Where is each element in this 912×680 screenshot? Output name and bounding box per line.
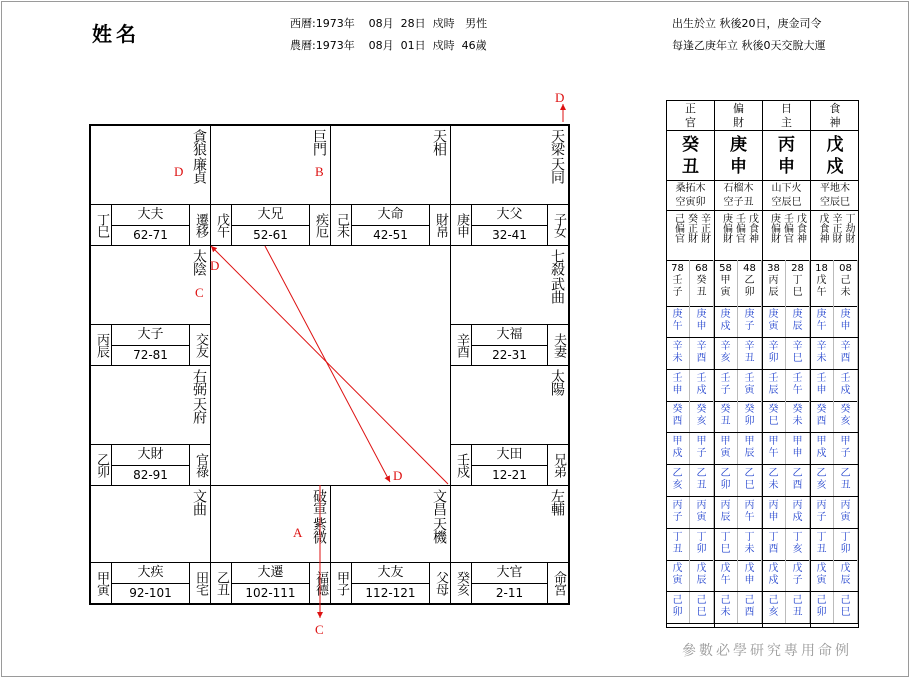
- birth-note: 出生於立 秋後20日，庚金司令: [672, 17, 822, 30]
- decade-name: 大夫: [111, 205, 190, 226]
- palace-stars: 天府 右弼: [191, 369, 207, 423]
- year-cell: 癸 卯: [738, 401, 762, 432]
- decade-range: 2-11: [495, 586, 524, 600]
- year-cell: 戊 申: [738, 560, 762, 591]
- year-cell: 丙 辰: [714, 497, 738, 528]
- year-cell: 丁 丑: [666, 529, 690, 560]
- decade-name: 大官: [471, 563, 548, 584]
- palace-name: 夫妻: [547, 325, 568, 365]
- palace-name: 交友: [189, 325, 210, 365]
- year-cell: 己 酉: [738, 592, 762, 623]
- decade-range: 112-121: [365, 586, 416, 600]
- year-cell: 戊 寅: [666, 560, 690, 591]
- year-cell: 甲 戍: [666, 433, 690, 464]
- year-cell: 辛 酉: [834, 338, 858, 369]
- year-cell: 甲 申: [786, 433, 810, 464]
- pillar-nayin: 石榴木 空子丑: [715, 181, 762, 211]
- decade-name: 大兄: [231, 205, 310, 226]
- arrow-diag: [265, 246, 390, 482]
- year-cell: 甲 戍: [810, 433, 834, 464]
- palace-name: 遷移: [189, 205, 210, 245]
- luck-cell: 18 戊 午: [810, 260, 834, 306]
- year-row: [666, 433, 859, 465]
- year-cell: 癸 丑: [714, 401, 738, 432]
- palace-stem: 丙辰: [91, 325, 112, 365]
- year-cell: 丁 酉: [762, 529, 786, 560]
- pillar-god: 正 官: [667, 101, 714, 131]
- luck-cell: 28 丁 巳: [786, 260, 810, 306]
- year-cell: 辛 酉: [690, 338, 714, 369]
- year-cell: 丙 子: [810, 497, 834, 528]
- palace-stars: 廉貞 貪狼: [191, 129, 207, 183]
- decade-name: 大福: [471, 325, 548, 346]
- year-cell: 戊 辰: [834, 560, 858, 591]
- year-cell: 辛 巳: [786, 338, 810, 369]
- palace-name: 財帛: [429, 205, 450, 245]
- pillar-god: 日 主: [763, 101, 810, 131]
- year-row: [666, 497, 859, 529]
- palace-name: 兄弟: [547, 445, 568, 485]
- decade-range: 62-71: [133, 228, 168, 242]
- palace-name: 田宅: [189, 563, 210, 603]
- name-label: 姓名: [92, 22, 140, 46]
- year-cell: 癸 亥: [834, 401, 858, 432]
- marker-d: D: [210, 258, 220, 273]
- palace-name: 命宮: [547, 563, 568, 603]
- year-cell: 庚 午: [810, 306, 834, 337]
- year-cell: 己 卯: [666, 592, 690, 623]
- year-cell: 壬 戍: [834, 370, 858, 401]
- year-cell: 壬 寅: [738, 370, 762, 401]
- year-cell: 丁 丑: [810, 529, 834, 560]
- year-cell: 己 巳: [690, 592, 714, 623]
- year-row: [666, 338, 859, 370]
- palace-stem: 乙丑: [211, 563, 232, 603]
- decade-range: 72-81: [133, 348, 168, 362]
- pillar-hidden: 己偏官 癸正財 辛正財: [667, 211, 714, 261]
- year-cell: 壬 辰: [762, 370, 786, 401]
- decade-range: 22-31: [492, 348, 527, 362]
- lunar-date: 農曆:1973年 08月 01日 戍時 46歲: [290, 39, 487, 52]
- year-cell: 己 丑: [786, 592, 810, 623]
- year-cell: 甲 辰: [738, 433, 762, 464]
- year-row: [666, 465, 859, 497]
- palace-stem: 辛酉: [451, 325, 472, 365]
- year-cell: 甲 寅: [714, 433, 738, 464]
- decade-range: 82-91: [133, 468, 168, 482]
- year-cell: 乙 未: [762, 465, 786, 496]
- year-row: [666, 560, 859, 592]
- year-cell: 丙 戍: [786, 497, 810, 528]
- year-cell: 辛 未: [666, 338, 690, 369]
- palace-stem: 己未: [331, 205, 352, 245]
- marker-c: C: [315, 622, 324, 637]
- marker-c: C: [195, 285, 204, 300]
- year-cell: 丁 巳: [714, 529, 738, 560]
- palace-name: 福德: [309, 563, 330, 603]
- year-cell: 辛 卯: [762, 338, 786, 369]
- year-cell: 壬 午: [786, 370, 810, 401]
- luck-cell: 68 癸 丑: [690, 260, 714, 306]
- decade-name: 大命: [351, 205, 430, 226]
- marker-d: D: [555, 90, 565, 105]
- year-cell: 戊 寅: [810, 560, 834, 591]
- year-cell: 癸 未: [786, 401, 810, 432]
- palace-stars: 太陽: [549, 369, 565, 395]
- year-cell: 甲 子: [834, 433, 858, 464]
- luck-cell: 48 乙 卯: [738, 260, 762, 306]
- year-cell: 丙 申: [762, 497, 786, 528]
- palace-name: 官祿: [189, 445, 210, 485]
- solar-date: 西曆:1973年 08月 28日 戍時 男性: [290, 17, 488, 30]
- year-cell: 乙 巳: [738, 465, 762, 496]
- palace-stars: 太陰: [191, 249, 207, 275]
- year-cell: 癸 酉: [666, 401, 690, 432]
- marker-d: D: [393, 468, 403, 483]
- year-cell: 丁 未: [738, 529, 762, 560]
- palace-stem: 丁巳: [91, 205, 112, 245]
- year-cell: 壬 子: [714, 370, 738, 401]
- pillar-ganzhi: 戊 戍: [811, 131, 859, 181]
- year-cell: 庚 子: [738, 306, 762, 337]
- palace-name: 疾厄: [309, 205, 330, 245]
- year-cell: 乙 酉: [786, 465, 810, 496]
- decade-name: 大父: [471, 205, 548, 226]
- palace-stem: 壬戍: [451, 445, 472, 485]
- year-cell: 壬 申: [666, 370, 690, 401]
- palace-stem: 甲寅: [91, 563, 112, 603]
- palace-stars: 武曲 七殺: [549, 249, 565, 303]
- decade-name: 大疾: [111, 563, 190, 584]
- marker-b: B: [315, 164, 324, 179]
- luck-cell: 78 壬 子: [666, 260, 690, 306]
- year-cell: 辛 未: [810, 338, 834, 369]
- year-row: [666, 370, 859, 402]
- decade-range: 12-21: [492, 468, 527, 482]
- pillar-hidden: 庚偏財 壬偏官 戊食神: [715, 211, 762, 261]
- pillar-hidden: 戊食神 辛正財 丁劫財: [811, 211, 859, 261]
- year-cell: 壬 戍: [690, 370, 714, 401]
- palace-stars: 天機 文昌: [431, 489, 447, 543]
- year-cell: 辛 亥: [714, 338, 738, 369]
- year-cell: 癸 酉: [810, 401, 834, 432]
- watermark: 參數必學研究專用命例: [682, 643, 852, 659]
- pillar-ganzhi: 丙 申: [763, 131, 810, 181]
- luck-cell: 08 己 未: [834, 260, 858, 306]
- year-cell: 丙 午: [738, 497, 762, 528]
- year-cell: 乙 亥: [666, 465, 690, 496]
- year-cell: 庚 寅: [762, 306, 786, 337]
- year-cell: 丁 亥: [786, 529, 810, 560]
- year-cell: 戊 辰: [690, 560, 714, 591]
- decade-name: 大遷: [231, 563, 310, 584]
- year-cell: 丙 寅: [690, 497, 714, 528]
- pillar-nayin: 山下火 空辰巳: [763, 181, 810, 211]
- year-row: [666, 529, 859, 561]
- palace-stem: 甲子: [331, 563, 352, 603]
- year-cell: 丁 卯: [834, 529, 858, 560]
- year-cell: 乙 亥: [810, 465, 834, 496]
- year-cell: 甲 午: [762, 433, 786, 464]
- palace-stars: 紫微 破軍: [311, 489, 327, 543]
- year-cell: 辛 丑: [738, 338, 762, 369]
- palace-name: 子女: [547, 205, 568, 245]
- luck-cell: 38 丙 辰: [762, 260, 786, 306]
- year-cell: 戊 戍: [762, 560, 786, 591]
- palace-stars: 左輔: [549, 489, 565, 515]
- year-cell: 庚 戍: [714, 306, 738, 337]
- year-cell: 戊 子: [786, 560, 810, 591]
- palace-stars: 文曲: [191, 489, 207, 515]
- pillar-nayin: 桑拓木 空寅卯: [667, 181, 714, 211]
- year-cell: 庚 申: [690, 306, 714, 337]
- year-cell: 丙 子: [666, 497, 690, 528]
- year-cell: 甲 子: [690, 433, 714, 464]
- decade-name: 大友: [351, 563, 430, 584]
- pillar-god: 食 神: [811, 101, 859, 131]
- decade-name: 大子: [111, 325, 190, 346]
- year-cell: 癸 巳: [762, 401, 786, 432]
- palace-stars: 天相: [431, 129, 447, 155]
- year-cell: 乙 丑: [690, 465, 714, 496]
- year-cell: 己 亥: [762, 592, 786, 623]
- year-cell: 乙 丑: [834, 465, 858, 496]
- decade-range: 52-61: [253, 228, 288, 242]
- pillar-ganzhi: 庚 申: [715, 131, 762, 181]
- palace-stars: 天同 天梁: [549, 129, 565, 183]
- decade-name: 大田: [471, 445, 548, 466]
- pillar-ganzhi: 癸 丑: [667, 131, 714, 181]
- palace-stem: 戊午: [211, 205, 232, 245]
- arrow-diag: [211, 246, 448, 484]
- year-row: [666, 401, 859, 433]
- year-cell: 庚 辰: [786, 306, 810, 337]
- palace-name: 父母: [429, 563, 450, 603]
- decade-range: 102-111: [245, 586, 296, 600]
- palace-stars: 巨門: [311, 129, 327, 155]
- marker-d: D: [174, 164, 184, 179]
- year-cell: 庚 申: [834, 306, 858, 337]
- decade-range: 42-51: [373, 228, 408, 242]
- decade-name: 大財: [111, 445, 190, 466]
- decade-range: 32-41: [492, 228, 527, 242]
- year-cell: 戊 午: [714, 560, 738, 591]
- pillar-hidden: 庚偏財 壬偏官 戊食神: [763, 211, 810, 261]
- year-cell: 癸 亥: [690, 401, 714, 432]
- pillar-god: 偏 財: [715, 101, 762, 131]
- luck-row: [666, 260, 859, 307]
- year-cell: 己 巳: [834, 592, 858, 623]
- year-cell: 庚 午: [666, 306, 690, 337]
- year-cell: 丁 卯: [690, 529, 714, 560]
- year-cell: 丙 寅: [834, 497, 858, 528]
- palace-stem: 庚申: [451, 205, 472, 245]
- pillar-nayin: 平地木 空辰巳: [811, 181, 859, 211]
- year-cell: 己 未: [714, 592, 738, 623]
- year-cell: 乙 卯: [714, 465, 738, 496]
- luck-note: 每逢乙庚年立 秋後0天交脫大運: [672, 39, 826, 52]
- year-cell: 壬 申: [810, 370, 834, 401]
- palace-stem: 癸亥: [451, 563, 472, 603]
- decade-range: 92-101: [129, 586, 172, 600]
- year-row: [666, 592, 859, 624]
- year-row: [666, 306, 859, 338]
- luck-cell: 58 甲 寅: [714, 260, 738, 306]
- year-cell: 己 卯: [810, 592, 834, 623]
- marker-a: A: [293, 525, 303, 540]
- palace-stem: 乙卯: [91, 445, 112, 485]
